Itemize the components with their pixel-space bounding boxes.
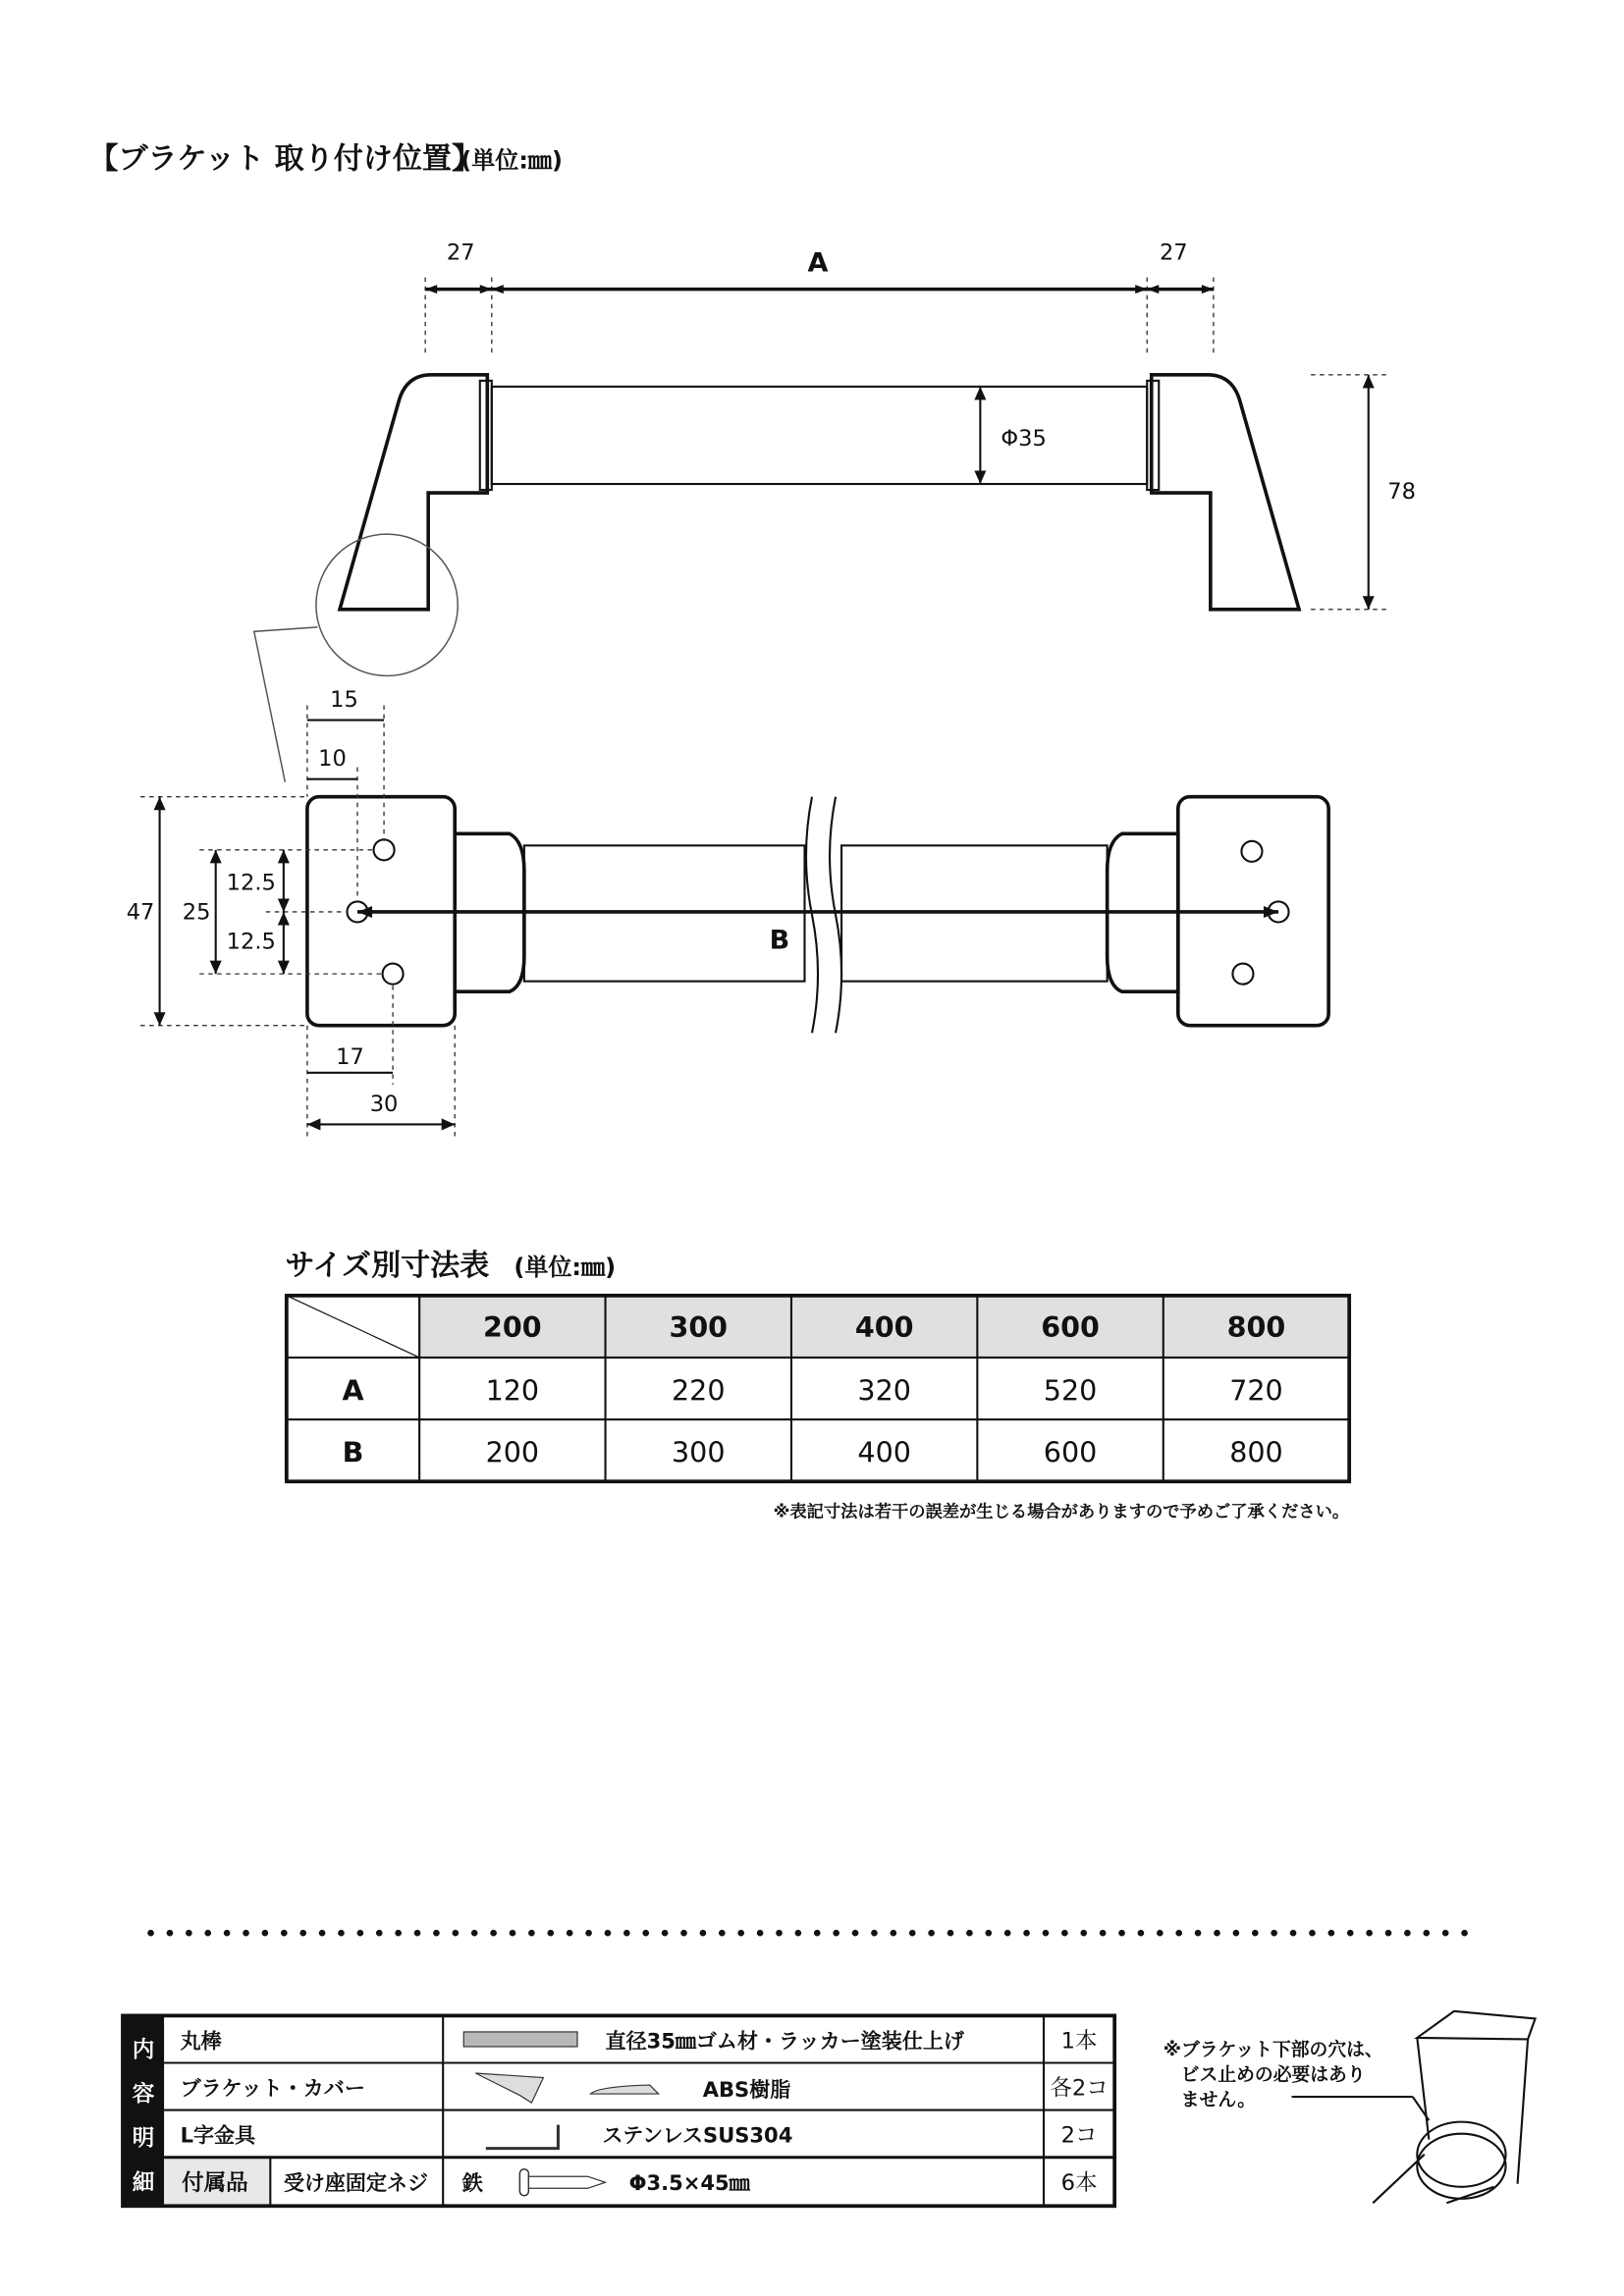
screw-icon [519,2169,605,2196]
bracket-note: ※ブラケット下部の穴は、 [1163,2039,1383,2060]
divider-dot [719,1930,726,1937]
divider-dot [1328,1930,1335,1937]
divider-dot [281,1930,288,1937]
l-bracket-icon [486,2125,559,2149]
divider-dot [795,1930,802,1937]
bracket-icon [475,2073,543,2103]
item-desc: ABS樹脂 [702,2077,791,2103]
divider-dot [299,1930,306,1937]
item-name: L字金具 [180,2122,256,2148]
row-label-b: B [342,1435,364,1469]
dim-12-5-top: 12.5 [226,870,276,896]
divider-dot [1061,1930,1068,1937]
item-desc: 直径35㎜ゴム材・ラッカー塗装仕上げ [605,2028,964,2054]
divider-dot [147,1930,154,1937]
divider-dot [1175,1930,1182,1937]
cell: 120 [485,1373,540,1408]
divider-dot [338,1930,345,1937]
dim-30: 30 [369,1091,399,1117]
item-qty: 1本 [1060,2028,1098,2055]
cell: 220 [672,1373,726,1408]
dim-a-label: A [807,247,829,279]
dim-17: 17 [336,1043,364,1070]
divider-dot [909,1930,916,1937]
divider-dot [623,1930,630,1937]
size-table-note: ※表記寸法は若干の誤差が生じる場合がありますので予めご了承ください。 [773,1502,1350,1522]
divider-dot [510,1930,516,1937]
divider-dot [490,1930,497,1937]
row-label-a: A [342,1373,364,1408]
cell: 320 [857,1373,911,1408]
divider-dot [833,1930,839,1937]
cell: 800 [1229,1435,1283,1469]
divider-dot [376,1930,383,1937]
dim-10: 10 [318,746,347,773]
item-sub: 受け座固定ネジ [283,2169,429,2195]
divider-dot [319,1930,326,1937]
divider-dot [928,1930,935,1937]
divider-dot [1252,1930,1259,1937]
divider-dot [1233,1930,1240,1937]
side-view-drawing [254,240,1416,782]
side-label-char: 容 [132,2081,155,2108]
divider-dot [947,1930,954,1937]
divider-dot [662,1930,669,1937]
cover-icon [591,2085,659,2094]
divider-dot [167,1930,174,1937]
item-name: 付属品 [182,2169,248,2196]
bracket-note: ません。 [1180,2090,1257,2111]
dim-47: 47 [126,899,155,926]
header-300: 300 [669,1309,729,1344]
divider-dot [737,1930,744,1937]
header-200: 200 [483,1309,542,1344]
cell: 720 [1229,1373,1283,1408]
divider-dot [1138,1930,1145,1937]
divider-dot [1385,1930,1392,1937]
divider-dot [471,1930,478,1937]
dotted-divider [147,1930,1468,1937]
header-600: 600 [1041,1309,1100,1344]
divider-dot [1461,1930,1468,1937]
bracket-note: ビス止めの必要はあり [1180,2064,1366,2086]
divider-dot [1271,1930,1277,1937]
divider-dot [700,1930,707,1937]
cell: 300 [672,1435,726,1469]
divider-dot [642,1930,649,1937]
item-name: 丸棒 [180,2028,222,2054]
divider-dot [1043,1930,1050,1937]
divider-dot [433,1930,440,1937]
divider-dot [1080,1930,1087,1937]
divider-dot [357,1930,364,1937]
divider-dot [585,1930,592,1937]
item-desc: Φ3.5×45㎜ [628,2169,750,2195]
divider-dot [224,1930,231,1937]
divider-dot [985,1930,992,1937]
dim-15: 15 [330,687,358,714]
divider-dot [243,1930,249,1937]
side-label-char: 明 [132,2125,155,2152]
dim-27-right: 27 [1159,240,1188,266]
item-qty: 各2コ [1050,2075,1109,2102]
item-material: 鉄 [461,2169,483,2195]
divider-dot [204,1930,211,1937]
dim-25: 25 [182,899,211,926]
divider-dot [453,1930,460,1937]
divider-dot [414,1930,421,1937]
cell: 200 [485,1435,540,1469]
divider-dot [1366,1930,1373,1937]
item-desc: ステンレスSUS304 [602,2122,793,2148]
divider-dot [1023,1930,1030,1937]
divider-dot [547,1930,554,1937]
divider-dot [567,1930,573,1937]
size-table-title: サイズ別寸法表 [285,1248,490,1283]
divider-dot [1214,1930,1220,1937]
divider-dot [1309,1930,1316,1937]
diameter-label: Φ35 [1001,425,1047,452]
divider-dot [776,1930,783,1937]
item-qty: 6本 [1060,2169,1098,2196]
divider-dot [1442,1930,1449,1937]
top-view-drawing [127,687,1328,1136]
divider-dot [891,1930,897,1937]
divider-dot [1157,1930,1164,1937]
size-table-unit: (単位:㎜) [514,1253,617,1281]
dim-12-5-bottom: 12.5 [226,929,276,955]
divider-dot [814,1930,821,1937]
divider-dot [1290,1930,1297,1937]
divider-dot [852,1930,859,1937]
divider-dot [966,1930,973,1937]
divider-dot [1423,1930,1430,1937]
size-table [287,1296,1349,1481]
side-label-char: 細 [132,2169,155,2196]
contents-table [123,2015,1114,2206]
divider-dot [605,1930,612,1937]
divider-dot [395,1930,402,1937]
cell: 600 [1043,1435,1098,1469]
item-name: ブラケット・カバー [180,2075,365,2101]
divider-dot [528,1930,535,1937]
dim-27-left: 27 [446,240,475,266]
divider-dot [680,1930,687,1937]
dim-b-label: B [769,925,790,956]
page-title: 【ブラケット 取り付け位置】 [88,141,482,177]
cell: 520 [1043,1373,1098,1408]
divider-dot [757,1930,764,1937]
divider-dot [262,1930,269,1937]
divider-dot [1404,1930,1411,1937]
round-bar-icon [463,2032,577,2047]
header-800: 800 [1226,1309,1286,1344]
divider-dot [871,1930,878,1937]
divider-dot [1100,1930,1107,1937]
divider-dot [1118,1930,1125,1937]
title-unit: (単位:㎜) [460,146,563,175]
divider-dot [1004,1930,1011,1937]
side-label-char: 内 [132,2037,155,2063]
header-400: 400 [854,1309,914,1344]
dim-78: 78 [1387,479,1416,506]
cell: 400 [857,1435,911,1469]
item-qty: 2コ [1060,2122,1098,2149]
divider-dot [1347,1930,1354,1937]
divider-dot [1195,1930,1202,1937]
divider-dot [186,1930,192,1937]
